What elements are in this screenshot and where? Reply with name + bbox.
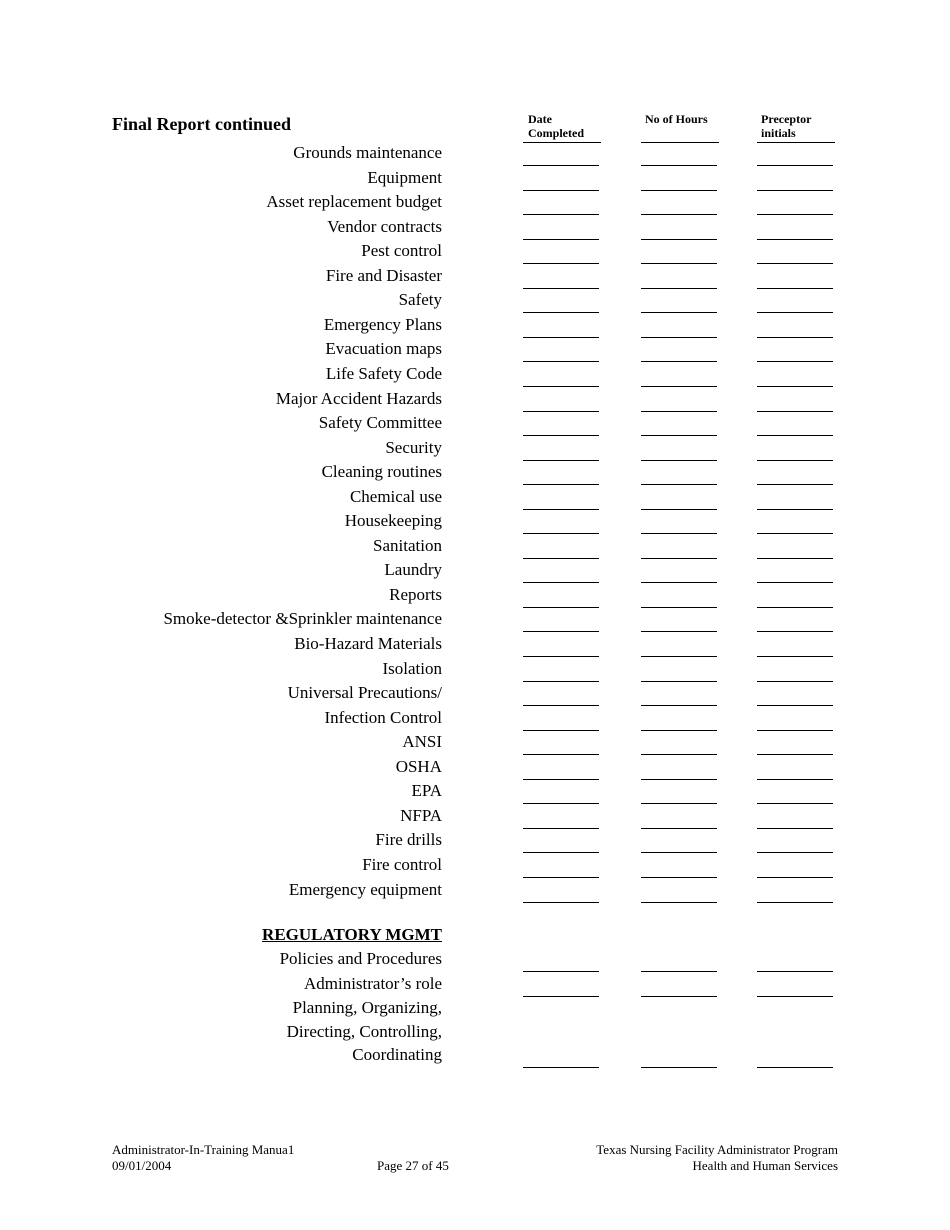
section-heading: REGULATORY MGMT — [262, 925, 442, 944]
item-label: Sanitation — [373, 535, 442, 555]
item-label: Equipment — [367, 167, 442, 187]
hours-field[interactable] — [641, 435, 717, 436]
item-label: Fire drills — [375, 830, 442, 850]
hours-field[interactable] — [641, 582, 717, 583]
preceptor-field[interactable] — [757, 165, 833, 166]
date-field[interactable] — [523, 460, 599, 461]
item-label: Grounds maintenance — [293, 143, 442, 162]
column-header-date-line1: Date — [528, 112, 552, 126]
item-label: Security — [385, 437, 442, 457]
date-field[interactable] — [523, 1067, 599, 1068]
item-label: Fire control — [362, 854, 442, 874]
item-label: Major Accident Hazards — [275, 388, 442, 408]
regulatory-item-label: Policies and Procedures — [279, 949, 442, 968]
column-header-preceptor-line1: Preceptor — [761, 112, 812, 126]
hours-field[interactable] — [641, 361, 717, 362]
preceptor-field[interactable] — [757, 312, 833, 313]
hours-field[interactable] — [641, 558, 717, 559]
date-field[interactable] — [523, 411, 599, 412]
item-label: Universal Precautions/ — [287, 683, 442, 703]
item-label: Vendor contracts — [327, 216, 442, 236]
preceptor-field[interactable] — [757, 361, 833, 362]
preceptor-field[interactable] — [757, 460, 833, 461]
date-field[interactable] — [523, 828, 599, 829]
hours-field[interactable] — [641, 779, 717, 780]
hours-field[interactable] — [641, 852, 717, 853]
preceptor-field[interactable] — [757, 607, 833, 608]
item-label: Pest control — [361, 241, 442, 261]
preceptor-field[interactable] — [757, 1067, 833, 1068]
item-label: Reports — [389, 584, 442, 604]
date-field[interactable] — [523, 288, 599, 289]
multiline-item-line: Planning, Organizing, — [292, 998, 442, 1017]
preceptor-field[interactable] — [757, 509, 833, 510]
footer-manual-title: Administrator-In-Training Manua1 — [112, 1142, 295, 1157]
preceptor-field[interactable] — [757, 435, 833, 436]
date-field[interactable] — [523, 263, 599, 264]
hours-field[interactable] — [641, 730, 717, 731]
hours-field[interactable] — [641, 828, 717, 829]
date-field[interactable] — [523, 681, 599, 682]
preceptor-field[interactable] — [757, 214, 833, 215]
hours-field[interactable] — [641, 1067, 717, 1068]
preceptor-field[interactable] — [757, 705, 833, 706]
page-title: Final Report continued — [112, 114, 292, 134]
item-label: Life Safety Code — [325, 363, 442, 383]
item-label: Infection Control — [324, 707, 442, 727]
preceptor-field[interactable] — [757, 239, 833, 240]
regulatory-item-label: Administrator’s role — [303, 974, 442, 993]
item-label: Emergency equipment — [288, 879, 442, 899]
preceptor-field[interactable] — [757, 386, 833, 387]
hours-field[interactable] — [641, 631, 717, 632]
hours-field[interactable] — [641, 902, 717, 903]
date-field[interactable] — [523, 996, 599, 997]
item-label: NFPA — [400, 805, 442, 825]
hours-field[interactable] — [641, 971, 717, 972]
date-field[interactable] — [523, 803, 599, 804]
preceptor-field[interactable] — [757, 877, 833, 878]
item-label: Housekeeping — [344, 511, 442, 531]
item-label: Safety Committee — [318, 413, 442, 433]
hours-field[interactable] — [641, 754, 717, 755]
date-field[interactable] — [523, 971, 599, 972]
item-label: Chemical use — [349, 486, 442, 506]
date-field[interactable] — [523, 386, 599, 387]
hours-field[interactable] — [641, 533, 717, 534]
hours-field[interactable] — [641, 214, 717, 215]
date-field[interactable] — [523, 533, 599, 534]
preceptor-field[interactable] — [757, 828, 833, 829]
hours-field[interactable] — [641, 656, 717, 657]
hours-field[interactable] — [641, 877, 717, 878]
item-label: Bio-Hazard Materials — [294, 634, 442, 653]
date-field[interactable] — [523, 902, 599, 903]
item-label: Asset replacement budget — [266, 192, 442, 212]
hours-field[interactable] — [641, 607, 717, 608]
footer-left — [112, 1142, 294, 1174]
preceptor-field[interactable] — [757, 852, 833, 853]
column-header-date — [528, 112, 608, 140]
date-field[interactable] — [523, 558, 599, 559]
hours-field[interactable] — [641, 803, 717, 804]
preceptor-field[interactable] — [757, 337, 833, 338]
multiline-item-line: Directing, Controlling, — [286, 1021, 442, 1041]
item-label: Emergency Plans — [323, 314, 442, 334]
hours-field[interactable] — [641, 190, 717, 191]
item-label: Cleaning routines — [321, 462, 442, 482]
preceptor-field[interactable] — [757, 656, 833, 657]
hours-field[interactable] — [641, 996, 717, 997]
date-field[interactable] — [523, 239, 599, 240]
item-label: Evacuation maps — [325, 339, 442, 359]
column-header-date-line2: Completed — [528, 126, 584, 140]
preceptor-field[interactable] — [757, 971, 833, 972]
preceptor-field[interactable] — [757, 411, 833, 412]
hours-field[interactable] — [641, 484, 717, 485]
preceptor-field[interactable] — [757, 730, 833, 731]
item-label: Smoke-detector &Sprinkler maintenance — [163, 609, 442, 629]
date-field[interactable] — [523, 754, 599, 755]
date-field[interactable] — [523, 312, 599, 313]
footer-date: 09/01/2004 — [112, 1158, 172, 1173]
preceptor-field[interactable] — [757, 803, 833, 804]
item-label: OSHA — [395, 756, 442, 776]
date-field[interactable] — [523, 852, 599, 853]
hours-field[interactable] — [641, 460, 717, 461]
item-label: ANSI — [402, 732, 442, 752]
preceptor-field[interactable] — [757, 996, 833, 997]
preceptor-field[interactable] — [757, 582, 833, 583]
date-field[interactable] — [523, 730, 599, 731]
date-field[interactable] — [523, 435, 599, 436]
column-header-underline — [757, 142, 835, 143]
hours-field[interactable] — [641, 337, 717, 338]
footer-program: Texas Nursing Facility Administrator Program — [596, 1142, 838, 1157]
preceptor-field[interactable] — [757, 484, 833, 485]
preceptor-field[interactable] — [757, 779, 833, 780]
preceptor-field[interactable] — [757, 631, 833, 632]
hours-field[interactable] — [641, 312, 717, 313]
date-field[interactable] — [523, 165, 599, 166]
item-label: Fire and Disaster — [325, 265, 442, 285]
item-label: Isolation — [382, 658, 442, 678]
date-field[interactable] — [523, 214, 599, 215]
date-field[interactable] — [523, 631, 599, 632]
footer-agency: Health and Human Services — [692, 1158, 838, 1173]
item-label: Safety — [398, 290, 442, 310]
date-field[interactable] — [523, 607, 599, 608]
column-header-hours — [645, 112, 725, 126]
hours-field[interactable] — [641, 681, 717, 682]
preceptor-field[interactable] — [757, 754, 833, 755]
column-header-underline — [523, 142, 601, 143]
date-field[interactable] — [523, 337, 599, 338]
hours-field[interactable] — [641, 288, 717, 289]
date-field[interactable] — [523, 705, 599, 706]
hours-field[interactable] — [641, 386, 717, 387]
date-field[interactable] — [523, 582, 599, 583]
column-header-preceptor — [761, 112, 841, 140]
item-label: Laundry — [384, 560, 442, 580]
multiline-item — [287, 996, 442, 1067]
footer-right — [596, 1142, 838, 1174]
hours-field[interactable] — [641, 239, 717, 240]
hours-field[interactable] — [641, 411, 717, 412]
preceptor-field[interactable] — [757, 681, 833, 682]
preceptor-field[interactable] — [757, 263, 833, 264]
hours-field[interactable] — [641, 705, 717, 706]
column-header-preceptor-line2: initials — [761, 126, 796, 140]
hours-field[interactable] — [641, 509, 717, 510]
preceptor-field[interactable] — [757, 558, 833, 559]
date-field[interactable] — [523, 361, 599, 362]
page-number: Page 27 of 45 — [377, 1158, 449, 1173]
preceptor-field[interactable] — [757, 533, 833, 534]
multiline-item-line: Coordinating — [352, 1045, 442, 1064]
date-field[interactable] — [523, 484, 599, 485]
date-field[interactable] — [523, 190, 599, 191]
preceptor-field[interactable] — [757, 902, 833, 903]
hours-field[interactable] — [641, 263, 717, 264]
date-field[interactable] — [523, 877, 599, 878]
preceptor-field[interactable] — [757, 288, 833, 289]
date-field[interactable] — [523, 656, 599, 657]
hours-field[interactable] — [641, 165, 717, 166]
preceptor-field[interactable] — [757, 190, 833, 191]
date-field[interactable] — [523, 509, 599, 510]
column-header-hours-text: No of Hours — [645, 112, 708, 126]
column-header-underline — [641, 142, 719, 143]
item-label: EPA — [411, 781, 442, 801]
date-field[interactable] — [523, 779, 599, 780]
